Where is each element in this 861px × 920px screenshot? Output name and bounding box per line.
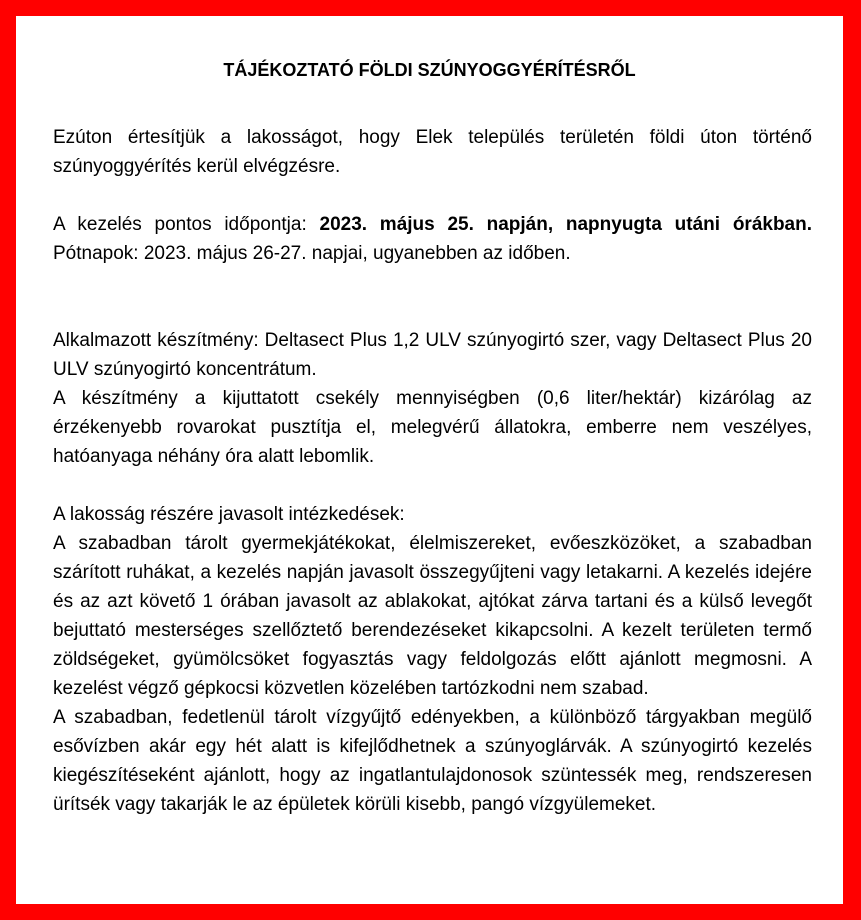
product-paragraph: Alkalmazott készítmény: Deltasect Plus 1,2 ULV szúnyogirtó szer, vagy Deltasect Plus 20 ULV szúnyogirtó koncentrátum. [53,330,812,380]
notice-title: TÁJÉKOZTATÓ FÖLDI SZÚNYOGGYÉRÍTÉSRŐL [223,60,636,80]
spacer [53,268,812,326]
notice-sheet [16,16,843,904]
schedule-date: 2023. május 25. napján, napnyugta utáni órákban. [319,214,813,235]
spacer [53,181,812,210]
schedule-suffix: Pótnapok: 2023. május 26-27. napjai, ugyanebben az időben. [53,243,571,264]
measures-heading: A lakosság részére javasolt intézkedések: [53,504,405,525]
schedule-paragraph [53,210,812,268]
schedule-prefix: A kezelés pontos időpontja: [53,214,320,235]
measures-paragraph: A szabadban tárolt gyermekjátékokat, élelmiszereket, evőeszközöket, a szabadban szárított ruhákat, a kezelés napján javasolt összegyűjteni vagy letakarni. A kezelés idejére és az azt követő 1 órában javasolt az ablakokat, ajtókat zárva tartani és a külső levegőt bejuttató mesterséges szellőztető berendezéseket kikapcsolni. A kezelt területen termő zöldségeket, gyümölcsöket fogyasztás vagy feldolgozás előtt ajánlott megmosni. A kezelést végző gépkocsi közvetlen közelében tartózkodni nem szabad. [53,533,812,699]
water-paragraph: A szabadban, fedetlenül tárolt vízgyűjtő edényekben, a különböző tárgyakban megülő esővízben akár egy hét alatt is kifejlődhetnek a szúnyoglárvák. A szúnyogirtó kezelés kiegészítéseként ajánlott, hogy az ingatlantulajdonosok szüntessék meg, rendszeresen ürítsék vagy takarják le az épületek körüli kisebb, pangó vízgyülemeket. [53,707,812,815]
safety-paragraph: A készítmény a kijuttatott csekély mennyiségben (0,6 liter/hektár) kizárólag az érzékenyebb rovarokat pusztítja el, melegvérű állatokra, emberre nem veszélyes, hatóanyaga néhány óra alatt lebomlik. [53,388,812,467]
spacer [53,471,812,500]
notice-body [53,123,812,819]
intro-paragraph: Ezúton értesítjük a lakosságot, hogy Elek település területén földi úton történő szúnyoggyérítés kerül elvégzésre. [53,127,812,177]
